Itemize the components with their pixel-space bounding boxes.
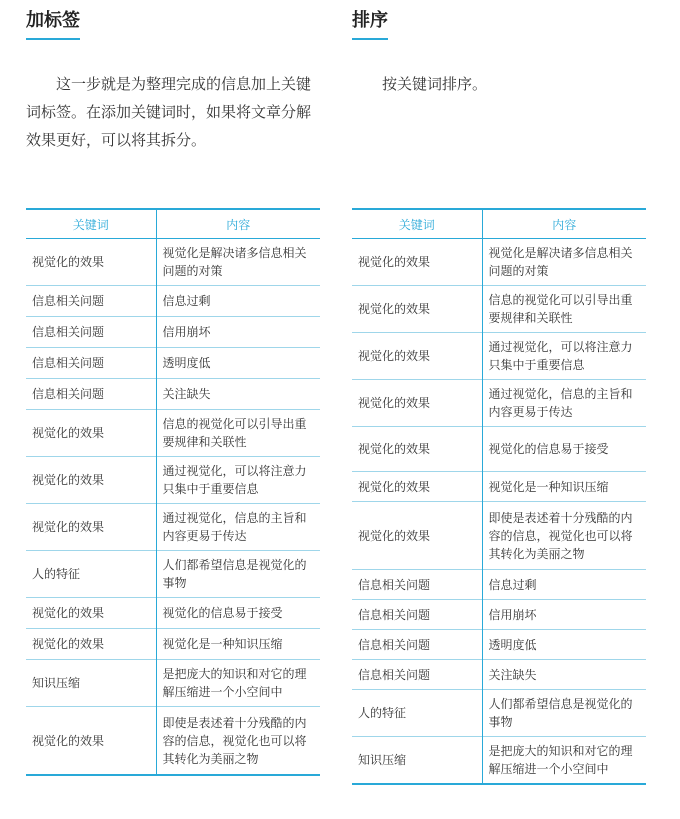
cell-keyword: 信息相关问题 [352,660,482,690]
cell-content: 即使是表述着十分残酷的内容的信息，视觉化也可以将其转化为美丽之物 [488,510,633,561]
table-row [26,317,320,348]
table-row [26,660,320,707]
header-keyword: 关键词 [352,209,482,239]
table-row [26,551,320,598]
cell-content: 关注缺失 [488,667,537,682]
cell-content: 视觉化的信息易于接受 [488,442,609,456]
cell-content: 视觉化是解决诸多信息相关问题的对策 [488,246,633,278]
cell-content: 透明度低 [162,356,211,370]
table-row [352,427,646,472]
table-row [352,600,646,630]
table-row [26,348,320,379]
cell-keyword: 视觉化的效果 [26,239,156,286]
cell-keyword: 视觉化的效果 [26,629,156,660]
header-keyword: 关键词 [26,209,156,239]
cell-content: 是把庞大的知识和对它的理解压缩进一个小空间中 [488,744,633,776]
table-row [26,379,320,410]
cell-content: 信息的视觉化可以引导出重要规律和关联性 [162,417,307,449]
table-row [352,380,646,427]
cell-keyword: 视觉化的效果 [352,472,482,502]
table-row [352,630,646,660]
table-row [352,502,646,570]
cell-keyword: 信息相关问题 [352,570,482,600]
cell-content: 信息的视觉化可以引导出重要规律和关联性 [488,293,633,325]
table-row [352,570,646,600]
table-header-row [26,209,320,239]
cell-keyword: 信息相关问题 [26,317,156,348]
section-description-tagging: 这一步就是为整理完成的信息加上关键词标签。在添加关键词时，如果将文章分解效果更好，可以将其拆分。 [26,75,312,149]
cell-keyword: 视觉化的效果 [26,707,156,776]
cell-content: 视觉化是解决诸多信息相关问题的对策 [162,246,307,278]
table-row [26,286,320,317]
table-row [26,504,320,551]
table-row [352,660,646,690]
cell-content: 通过视觉化，可以将注意力只集中于重要信息 [162,464,307,496]
table-row [26,707,320,776]
cell-content: 视觉化的信息易于接受 [162,606,283,620]
cell-keyword: 视觉化的效果 [26,598,156,629]
cell-keyword: 信息相关问题 [352,600,482,630]
header-content: 内容 [552,217,577,232]
section-description-sorting: 按关键词排序。 [382,75,488,93]
table-row [352,472,646,502]
section-title-sorting: 排序 [352,10,388,40]
cell-keyword: 信息相关问题 [26,348,156,379]
cell-keyword: 知识压缩 [26,660,156,707]
section-title-tagging: 加标签 [26,10,80,40]
cell-keyword: 视觉化的效果 [26,504,156,551]
table-row [352,737,646,785]
table-row [26,239,320,286]
table-row [26,457,320,504]
table-row [26,629,320,660]
cell-keyword: 视觉化的效果 [26,410,156,457]
cell-content: 通过视觉化，信息的主旨和内容更易于传达 [162,511,307,543]
header-content: 内容 [226,217,251,232]
cell-keyword: 知识压缩 [352,737,482,785]
cell-keyword: 视觉化的效果 [352,333,482,380]
table-row [352,286,646,333]
cell-content: 即使是表述着十分残酷的内容的信息，视觉化也可以将其转化为美丽之物 [162,715,307,766]
cell-content: 人们都希望信息是视觉化的事物 [162,558,307,590]
cell-content: 信用崩坏 [488,607,537,622]
cell-content: 关注缺失 [162,387,211,401]
table-row [26,410,320,457]
table-row [26,598,320,629]
cell-keyword: 视觉化的效果 [352,239,482,286]
cell-content: 透明度低 [488,637,537,652]
cell-content: 信息过剩 [488,577,537,592]
cell-content: 信用崩坏 [162,325,211,339]
cell-keyword: 视觉化的效果 [352,427,482,472]
cell-keyword: 视觉化的效果 [352,286,482,333]
cell-content: 通过视觉化，可以将注意力只集中于重要信息 [488,340,633,372]
cell-keyword: 信息相关问题 [26,379,156,410]
cell-content: 人们都希望信息是视觉化的事物 [488,697,633,729]
cell-keyword: 视觉化的效果 [352,380,482,427]
cell-content: 通过视觉化，信息的主旨和内容更易于传达 [488,387,633,419]
cell-keyword: 视觉化的效果 [352,502,482,570]
sorting-table [352,208,646,785]
cell-content: 信息过剩 [162,294,211,308]
tagging-table [26,208,320,776]
table-header-row [352,209,646,239]
cell-keyword: 信息相关问题 [352,630,482,660]
cell-content: 视觉化是一种知识压缩 [162,637,283,651]
cell-content: 是把庞大的知识和对它的理解压缩进一个小空间中 [162,667,307,699]
cell-keyword: 人的特征 [26,551,156,598]
table-row [352,690,646,737]
cell-keyword: 人的特征 [352,690,482,737]
table-row [352,239,646,286]
cell-keyword: 信息相关问题 [26,286,156,317]
cell-content: 视觉化是一种知识压缩 [488,479,609,494]
cell-keyword: 视觉化的效果 [26,457,156,504]
table-row [352,333,646,380]
